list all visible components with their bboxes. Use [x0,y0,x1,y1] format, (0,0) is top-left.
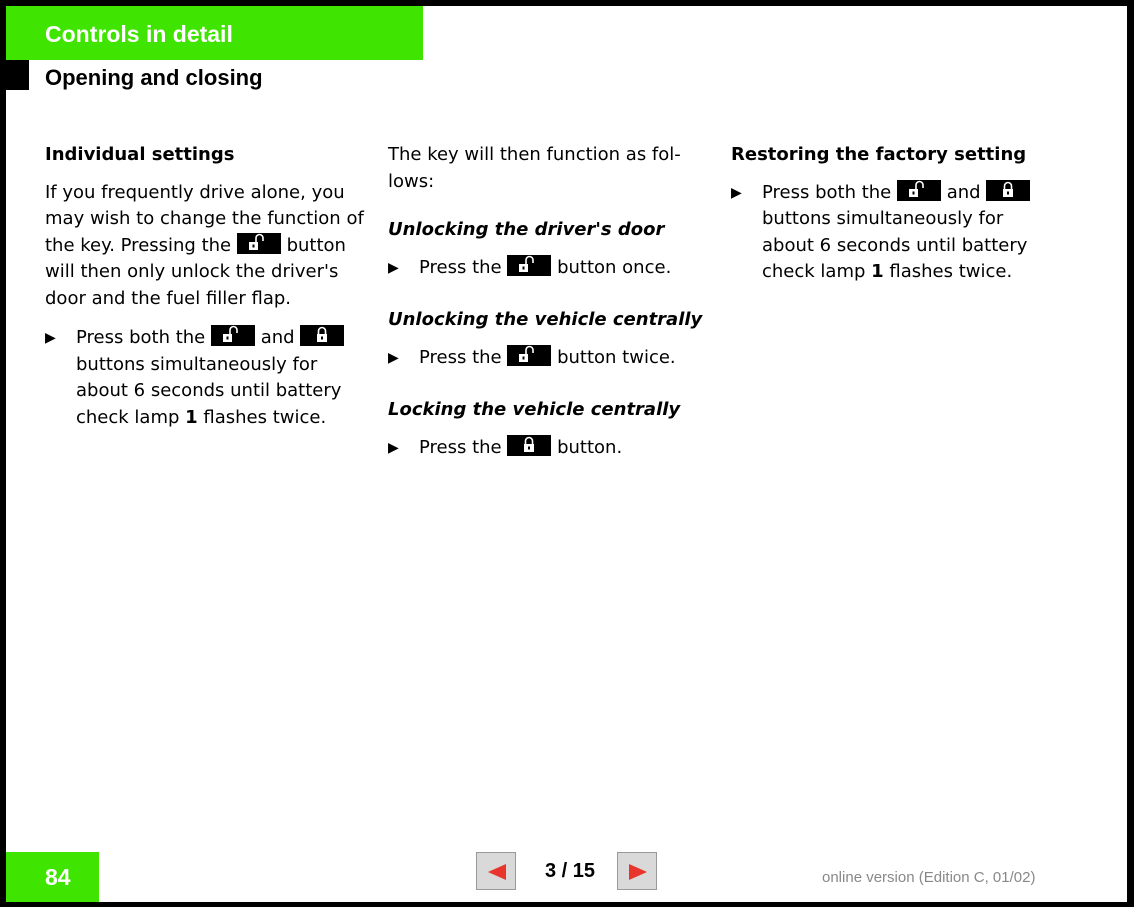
unlock-key-icon [507,345,551,366]
page-number: 84 [45,864,71,890]
triangle-bullet-icon: ▶ [388,439,399,456]
text-span: flashes twice. [883,261,1013,282]
subsection-marker [6,60,29,90]
arrow-right-icon [627,863,649,881]
manual-page [6,6,1127,902]
section-title: Controls in detail [45,21,233,47]
column-factory-setting [731,142,1053,286]
unlock-key-icon [237,233,281,254]
text-span: button once. [551,256,672,278]
step-unlock-driver-door [388,255,710,282]
lock-key-icon [507,435,551,456]
text-span: Press the [419,436,508,458]
next-page-button[interactable] [617,852,657,890]
unlock-key-icon [897,180,941,201]
heading-factory-setting: Restoring the factory setting [731,144,1027,165]
previous-page-button[interactable] [476,852,516,890]
column-individual-settings [45,142,367,431]
edition-note: online version (Edition C, 01/02) [822,869,1036,886]
page-number-badge [6,852,99,902]
triangle-bullet-icon: ▶ [45,330,56,346]
subheading-unlock-central: Unlocking the vehicle centrally [388,309,703,330]
intro-key-functions: The key will then function as fol-lows: [388,144,681,192]
heading-individual-settings: Individual settings [45,144,235,165]
text-span: and [940,181,987,203]
lamp-number: 1 [871,261,884,282]
unlock-key-icon [211,325,255,346]
triangle-bullet-icon: ▶ [388,349,399,366]
text-span: Press the [419,346,508,368]
triangle-bullet-icon: ▶ [388,259,399,276]
step-restore-factory [731,180,1053,286]
text-span: buttons simultaneously for about 6 seconds until battery check lamp [762,208,1028,282]
lock-key-icon [300,325,344,346]
page-counter: 3 / 15 [544,860,596,882]
arrow-left-icon [486,863,508,881]
text-span: buttons simultaneously for about 6 seconds until battery check lamp [76,353,342,428]
text-span: Press both the [76,327,211,348]
text-span: button will then only unlock the driver's door and the fuel filler flap. [45,234,346,309]
text-span: If you frequently drive alone, you may wish to change the function of the key. Pressing the [45,181,364,256]
subsection-title: Opening and closing [45,65,263,90]
column-key-functions [388,142,710,461]
text-span: button twice. [551,346,676,368]
subheading-unlock-driver-door: Unlocking the driver's door [388,219,665,240]
step-lock-central [388,435,710,462]
step-restore-col1 [45,325,367,431]
triangle-bullet-icon: ▶ [731,184,742,201]
subheading-lock-central: Locking the vehicle centrally [388,399,681,420]
text-span: Press the [419,256,508,278]
text-span: Press both the [762,181,897,203]
text-span: and [254,327,301,348]
paragraph-individual-settings [45,180,367,313]
step-unlock-central [388,345,710,372]
lamp-number: 1 [185,406,198,428]
lock-key-icon [986,180,1030,201]
unlock-key-icon [507,255,551,276]
text-span: flashes twice. [197,406,327,428]
text-span: button. [551,436,623,458]
section-header-bar [6,6,423,60]
